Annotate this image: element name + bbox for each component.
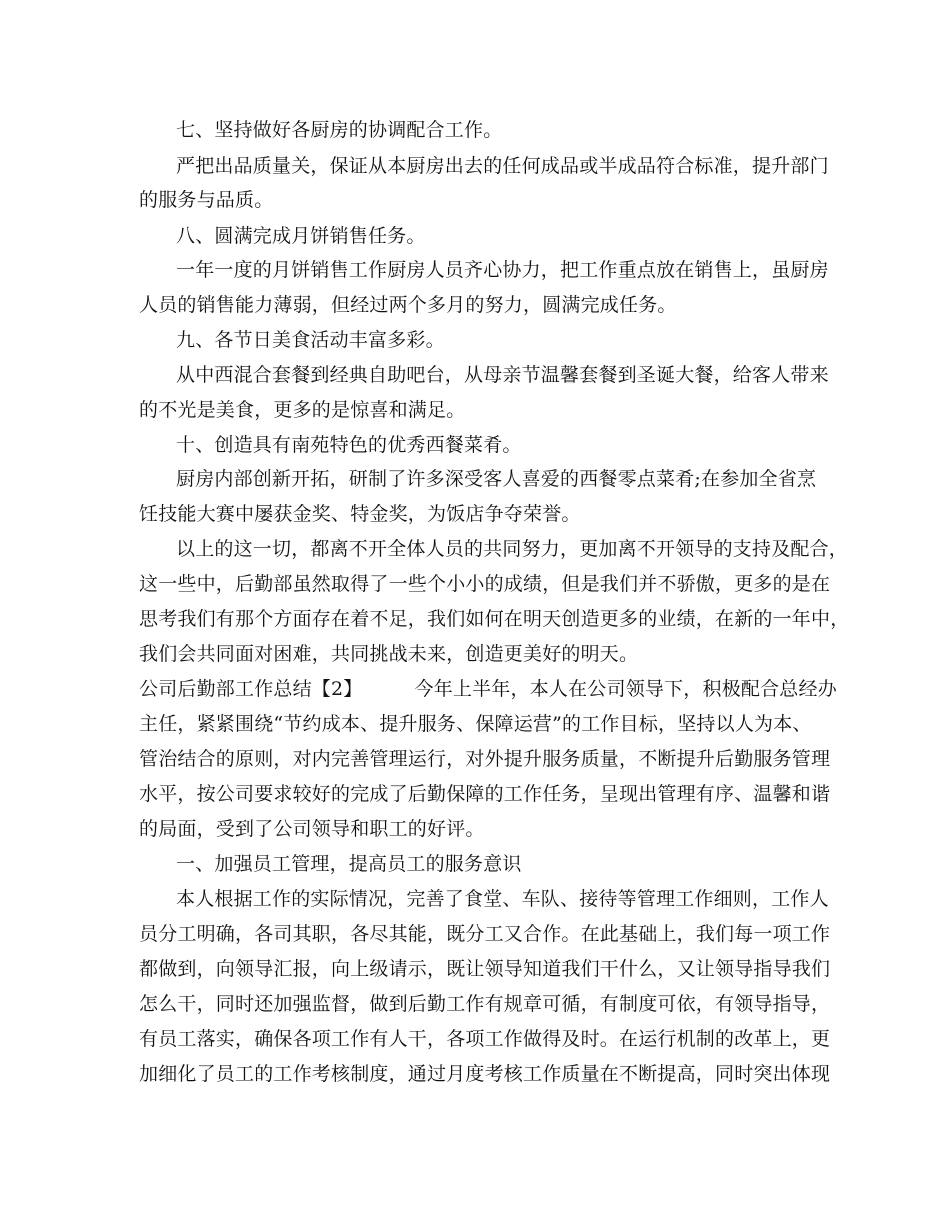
paragraph-line: 厨房内部创新开拓，研制了许多深受客人喜爱的西餐零点菜肴;在参加全省烹: [176, 468, 817, 490]
paragraph-line: 这一些中，后勤部虽然取得了一些个小小的成绩，但是我们并不骄傲，更多的是在: [139, 573, 831, 595]
section-heading-7: 七、坚持做好各厨房的协调配合工作。: [176, 119, 503, 141]
paragraph-line: 的不光是美食，更多的是惊喜和满足。: [139, 399, 466, 421]
paragraph-line: 我们会共同面对困难，共同挑战未来，创造更美好的明天。: [139, 643, 639, 665]
paragraph-line: 水平，按公司要求较好的完成了后勤保障的工作任务，呈现出管理有序、温馨和谐: [139, 783, 831, 805]
paragraph-line: 饪技能大赛中屡获金奖、特金奖，为饭店争夺荣誉。: [139, 503, 581, 525]
paragraph-line: 有员工落实，确保各项工作有人干，各项工作做得及时。在运行机制的改革上，更: [139, 1028, 831, 1050]
section-heading-10: 十、创造具有南苑特色的优秀西餐菜肴。: [176, 434, 522, 456]
paragraph-line: 都做到，向领导汇报，向上级请示，既让领导知道我们干什么，又让领导指导我们: [139, 958, 831, 980]
summary-intro: 今年上半年，本人在公司领导下，积极配合总经办: [414, 678, 837, 700]
section-heading-8: 八、圆满完成月饼销售任务。: [176, 225, 426, 247]
paragraph-line: 严把出品质量关，保证从本厨房出去的任何成品或半成品符合标准，提升部门: [176, 155, 829, 177]
paragraph-line: 主任，紧紧围绕“节约成本、提升服务、保障运营”的工作目标，坚持以人为本、: [139, 713, 812, 735]
paragraph-line: 以上的这一切，都离不开全体人员的共同努力，更加离不开领导的支持及配合，: [176, 538, 849, 560]
paragraph-line: 思考我们有那个方面存在着不足，我们如何在明天创造更多的业绩，在新的一年中，: [139, 608, 850, 630]
paragraph-line: 一年一度的月饼销售工作厨房人员齐心协力，把工作重点放在销售上，虽厨房: [176, 259, 829, 281]
summary-title: 公司后勤部工作总结【2】: [139, 678, 363, 700]
paragraph-line: 本人根据工作的实际情况，完善了食堂、车队、接待等管理工作细则，工作人: [176, 888, 829, 910]
paragraph-line: 管治结合的原则，对内完善管理运行，对外提升服务质量，不断提升后勤服务管理: [139, 748, 831, 770]
paragraph-line: 从中西混合套餐到经典自助吧台，从母亲节温馨套餐到圣诞大餐，给客人带来: [176, 364, 829, 386]
paragraph-line: 人员的销售能力薄弱，但经过两个多月的努力，圆满完成任务。: [139, 294, 677, 316]
summary-title-line: [139, 677, 837, 701]
paragraph-line: 怎么干，同时还加强监督，做到后勤工作有规章可循，有制度可依，有领导指导，: [139, 993, 831, 1015]
paragraph-line: 的局面，受到了公司领导和职工的好评。: [139, 818, 485, 840]
paragraph-line: 的服务与品质。: [139, 189, 274, 211]
section-heading-1: 一、加强员工管理，提高员工的服务意识: [176, 853, 522, 875]
paragraph-line: 加细化了员工的工作考核制度，通过月度考核工作质量在不断提高，同时突出体现: [139, 1063, 831, 1085]
paragraph-line: 员分工明确，各司其职，各尽其能，既分工又合作。在此基础上，我们每一项工作: [139, 923, 831, 945]
section-heading-9: 九、各节日美食活动丰富多彩。: [176, 329, 445, 351]
